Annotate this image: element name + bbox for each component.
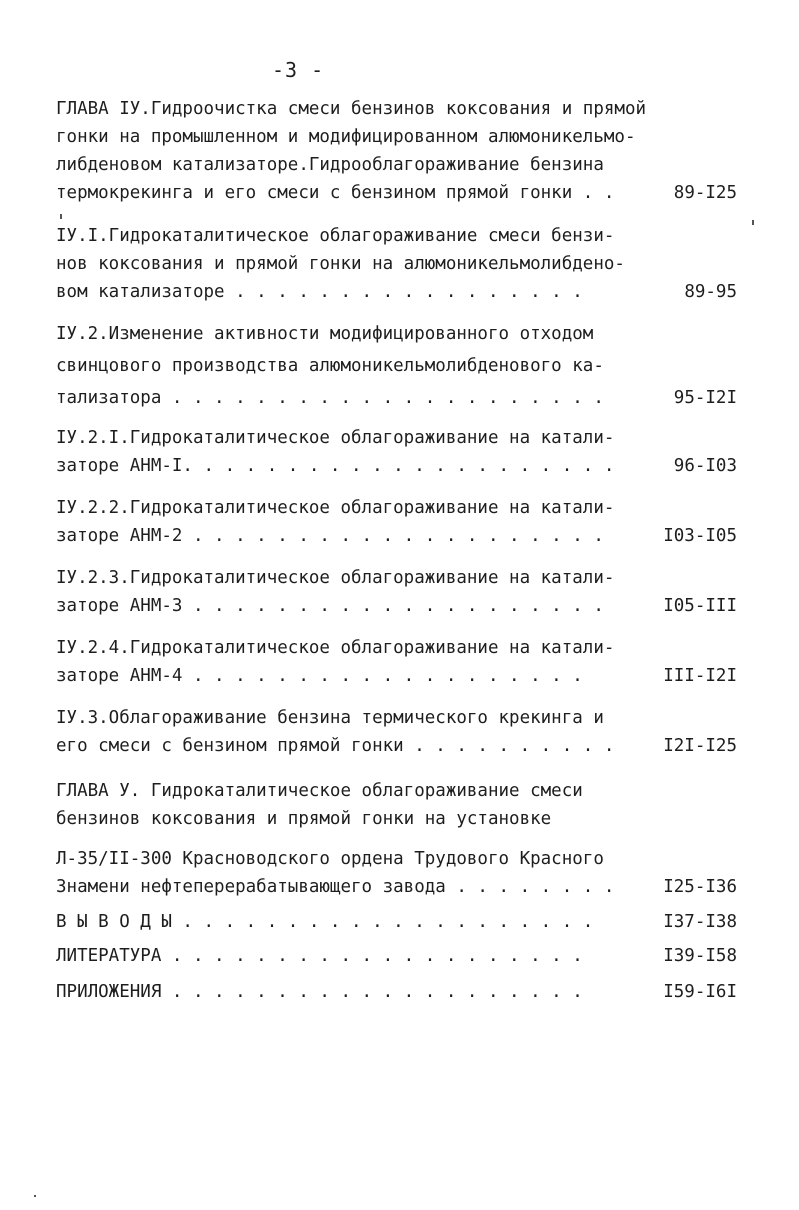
- toc-entry-line: ЛИТЕРАТУРА . . . . . . . . . . . . . . . . . . . .: [56, 946, 583, 966]
- toc-entry-line: нов коксования и прямой гонки на алюмоникельмолибдено-: [56, 254, 625, 274]
- scan-speck: [34, 1195, 36, 1197]
- toc-entry-line: Знамени нефтеперерабатывающего завода . . . . . . . .: [56, 877, 615, 897]
- scan-speck: [752, 220, 754, 225]
- toc-entry-pages: I25-I36: [663, 877, 737, 897]
- toc-entry-line: ПРИЛОЖЕНИЯ . . . . . . . . . . . . . . . . . . . .: [56, 982, 583, 1002]
- toc-entry-pages: I03-I05: [663, 526, 737, 546]
- toc-entry-line: вом катализаторе . . . . . . . . . . . . . . . . .: [56, 282, 583, 302]
- toc-entry-line: IУ.I.Гидрокаталитическое облагораживание смеси бензи-: [56, 226, 615, 246]
- toc-entry-pages: I37-I38: [663, 912, 737, 932]
- toc-entry-line: ГЛАВА У. Гидрокаталитическое облагораживание смеси: [56, 781, 583, 801]
- toc-entry-line: заторе АНМ-3 . . . . . . . . . . . . . . . . . . . .: [56, 596, 604, 616]
- toc-entry-line: либденовом катализаторе.Гидрооблагораживание бензина: [56, 155, 604, 175]
- toc-entry-line: термокрекинга и его смеси с бензином прямой гонки . .: [56, 183, 615, 203]
- toc-entry-line: Л-35/II-300 Красноводского ордена Трудового Красного: [56, 849, 604, 869]
- toc-entry-line: свинцового производства алюмоникельмолибденового ка-: [56, 356, 604, 376]
- page-number: -3 -: [272, 58, 325, 82]
- toc-entry-line: бензинов коксования и прямой гонки на установке: [56, 809, 552, 829]
- toc-entry-pages: 89-I25: [673, 183, 737, 203]
- toc-entry-pages: 89-95: [684, 282, 737, 302]
- toc-entry-line: его смеси с бензином прямой гонки . . . . . . . . . .: [56, 736, 615, 756]
- toc-entry-pages: III-I2I: [663, 666, 737, 686]
- toc-entry-line: IУ.3.Облагораживание бензина термического крекинга и: [56, 708, 604, 728]
- toc-entry-line: IУ.2.4.Гидрокаталитическое облагораживание на катали-: [56, 638, 615, 658]
- toc-entry-pages: I59-I6I: [663, 982, 737, 1002]
- toc-entry-pages: 96-I03: [673, 456, 737, 476]
- toc-entry-line: ГЛАВА IУ.Гидроочистка смеси бензинов коксования и прямой: [56, 99, 647, 119]
- toc-entry-pages: I39-I58: [663, 946, 737, 966]
- toc-entry-line: заторе АНМ-I. . . . . . . . . . . . . . . . . . . . .: [56, 456, 615, 476]
- toc-entry-line: заторе АНМ-4 . . . . . . . . . . . . . . . . . . .: [56, 666, 583, 686]
- toc-entry-line: IУ.2.3.Гидрокаталитическое облагораживание на катали-: [56, 568, 615, 588]
- toc-entry-line: тализатора . . . . . . . . . . . . . . . . . . . . .: [56, 388, 604, 408]
- scan-speck: [60, 214, 62, 219]
- toc-entry-line: заторе АНМ-2 . . . . . . . . . . . . . . . . . . . .: [56, 526, 604, 546]
- toc-entry-pages: I2I-I25: [663, 736, 737, 756]
- toc-entry-pages: I05-III: [663, 596, 737, 616]
- toc-entry-line: IУ.2.I.Гидрокаталитическое облагораживание на катали-: [56, 428, 615, 448]
- toc-entry-line: IУ.2.2.Гидрокаталитическое облагораживание на катали-: [56, 498, 615, 518]
- toc-entry-line: гонки на промышленном и модифицированном алюмоникельмо-: [56, 127, 636, 147]
- toc-entry-line: В Ы В О Д Ы . . . . . . . . . . . . . . . . . . . .: [56, 912, 594, 932]
- toc-entry-pages: 95-I2I: [673, 388, 737, 408]
- toc-entry-line: IУ.2.Изменение активности модифицированного отходом: [56, 324, 594, 344]
